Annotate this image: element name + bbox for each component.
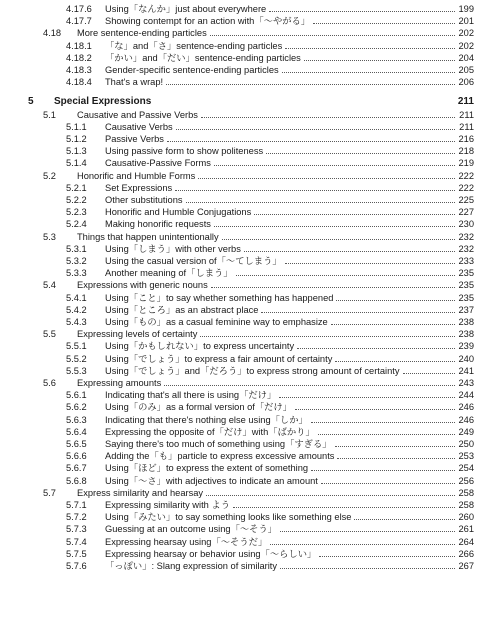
toc-entry-page[interactable]: 239	[458, 341, 474, 351]
dot-leader	[269, 11, 455, 12]
toc-entry-title[interactable]: Making honorific requests	[105, 219, 211, 229]
toc-entry-number: 5.1.4	[66, 158, 87, 168]
toc-entry-number: 5.3	[43, 232, 56, 242]
toc-entry-page[interactable]: 202	[458, 28, 474, 38]
toc-subsection[interactable]	[66, 475, 474, 487]
toc-entry-number: 4.17.7	[66, 16, 92, 26]
toc-entry-number: 5.4.1	[66, 293, 87, 303]
dot-leader	[210, 35, 455, 36]
toc-entry-page[interactable]: 238	[458, 317, 474, 327]
toc-entry-page[interactable]: 233	[458, 256, 474, 266]
toc-subsection[interactable]	[66, 133, 474, 145]
toc-entry-title[interactable]: Expressing levels of certainty	[77, 329, 198, 339]
toc-entry-title[interactable]: Using「こと」to say whether something has happened	[105, 293, 334, 303]
toc-entry-title[interactable]: More sentence-ending particles	[77, 28, 207, 38]
toc-entry-page[interactable]: 266	[458, 549, 474, 559]
toc-entry-page[interactable]: 246	[458, 402, 474, 412]
dot-leader	[186, 202, 455, 203]
toc-subsection[interactable]	[66, 15, 474, 27]
dot-leader	[200, 336, 455, 337]
toc-entry-title[interactable]: Passive Verbs	[105, 134, 164, 144]
toc-entry-page[interactable]: 232	[458, 232, 474, 242]
dot-leader	[198, 178, 455, 179]
toc-subsection[interactable]	[66, 3, 474, 15]
toc-entry-title[interactable]: Using「もの」as a casual feminine way to emphasize	[105, 317, 328, 327]
toc-entry-number: 5.1.3	[66, 146, 87, 156]
toc-entry-page[interactable]: 235	[458, 293, 474, 303]
toc-entry-title[interactable]: Set Expressions	[105, 183, 173, 193]
toc-subsection[interactable]	[66, 536, 474, 548]
toc-entry-page[interactable]: 243	[458, 378, 474, 388]
toc-entry-title[interactable]: 「っぽい」: Slang expression of similarity	[105, 561, 278, 571]
toc-entry-title[interactable]: Express similarity and hearsay	[77, 488, 204, 498]
toc-entry-page[interactable]: 235	[458, 280, 474, 290]
toc-entry-number: 5.4.2	[66, 305, 87, 315]
dot-leader	[166, 84, 455, 85]
toc-entry-number: 5.6.4	[66, 427, 87, 437]
toc-subsection[interactable]	[66, 157, 474, 169]
toc-entry-page[interactable]: 260	[458, 512, 474, 522]
dot-leader	[297, 348, 455, 349]
toc-entry-number: 5.5.3	[66, 366, 87, 376]
dot-leader	[279, 397, 455, 398]
toc-subsection[interactable]	[66, 243, 474, 255]
toc-subsection[interactable]	[66, 64, 474, 76]
toc-subsection[interactable]	[66, 560, 474, 572]
toc-subsection[interactable]	[66, 40, 474, 52]
toc-entry-page[interactable]: 267	[458, 561, 474, 571]
toc-entry-number: 4.17.6	[66, 4, 92, 14]
toc-section[interactable]	[43, 170, 474, 182]
dot-leader	[285, 263, 455, 264]
toc-subsection[interactable]	[66, 182, 474, 194]
toc-entry-page[interactable]: 240	[458, 354, 474, 364]
toc-entry-number: 4.18	[43, 28, 62, 38]
dot-leader	[244, 251, 455, 252]
toc-entry-page[interactable]: 225	[458, 195, 474, 205]
toc-entry-title[interactable]: Gender-specific sentence-ending particles	[105, 65, 279, 75]
toc-entry-page[interactable]: 246	[458, 415, 474, 425]
toc-entry-page[interactable]: 258	[458, 488, 474, 498]
toc-entry-page[interactable]: 211	[459, 122, 474, 132]
dot-leader	[335, 361, 455, 362]
toc-entry-page[interactable]: 254	[458, 463, 474, 473]
toc-subsection[interactable]	[66, 52, 474, 64]
toc-entry-page[interactable]: 237	[458, 305, 474, 315]
toc-subsection[interactable]	[66, 426, 474, 438]
toc-subsection[interactable]	[66, 462, 474, 474]
toc-entry-title[interactable]: Saying there's too much of something using「すぎる」	[105, 439, 332, 449]
toc-entry-page[interactable]: 261	[458, 524, 474, 534]
toc-entry-title[interactable]: 「かい」and「だい」sentence-ending particles	[105, 53, 301, 63]
toc-entry-title[interactable]: That's a wrap!	[105, 77, 164, 87]
toc-entry-page[interactable]: 206	[458, 77, 474, 87]
toc-entry-title[interactable]: Using「ところ」as an abstract place	[105, 305, 259, 315]
toc-entry-title[interactable]: Causative Verbs	[105, 122, 173, 132]
toc-subsection[interactable]	[66, 206, 474, 218]
toc-entry-page[interactable]: 227	[458, 207, 474, 217]
toc-entry-page[interactable]: 250	[458, 439, 474, 449]
toc-entry-page[interactable]: 199	[458, 4, 474, 14]
dot-leader	[336, 300, 455, 301]
toc-entry-number: 5.6.3	[66, 415, 87, 425]
toc-entry-number: 5.5.1	[66, 341, 87, 351]
dot-leader	[337, 458, 455, 459]
toc-entry-page[interactable]: 211	[459, 110, 474, 120]
toc-entry-number: 5.5	[43, 329, 56, 339]
dot-leader	[280, 531, 455, 532]
dot-leader	[214, 165, 455, 166]
dot-leader	[236, 275, 455, 276]
dot-leader	[211, 287, 455, 288]
toc-entry-page[interactable]: 241	[458, 366, 474, 376]
toc-entry-title[interactable]: Using「ほど」to express the extent of something	[105, 463, 309, 473]
toc-section[interactable]	[43, 328, 474, 340]
toc-entry-page[interactable]: 249	[458, 427, 474, 437]
dot-leader	[176, 129, 455, 130]
dot-leader	[222, 239, 455, 240]
toc-entry-title[interactable]: Causative and Passive Verbs	[77, 110, 198, 120]
dot-leader	[313, 23, 455, 24]
toc-entry-number: 5.7.5	[66, 549, 87, 559]
dot-leader	[321, 483, 455, 484]
toc-entry-title[interactable]: Using「のみ」as a formal version of「だけ」	[105, 402, 293, 412]
toc-subsection[interactable]	[66, 255, 474, 267]
toc-entry-number: 5.6	[43, 378, 56, 388]
dot-leader	[214, 226, 455, 227]
toc-entry-page[interactable]: 244	[458, 390, 474, 400]
toc-entry-title[interactable]: Using「みたい」to say something looks like something else	[105, 512, 352, 522]
dot-leader	[282, 72, 455, 73]
toc-entry-title[interactable]: Using「～さ」with adjectives to indicate an amount	[105, 476, 318, 486]
toc-entry-title[interactable]: Indicating that there's nothing else using「しか」	[105, 415, 308, 425]
toc-entry-number: 4.18.4	[66, 77, 92, 87]
toc-entry-number: 5.1	[43, 110, 56, 120]
toc-subsection[interactable]	[66, 511, 474, 523]
dot-leader	[319, 556, 455, 557]
toc-subsection[interactable]	[66, 194, 474, 206]
toc-entry-number: 5.3.2	[66, 256, 87, 266]
toc-entry-page[interactable]: 222	[458, 171, 474, 181]
toc-entry-title[interactable]: Things that happen unintentionally	[77, 232, 219, 242]
toc-entry-title[interactable]: Using「なんか」just about everywhere	[105, 4, 267, 14]
toc-entry-number: 5.7.1	[66, 500, 87, 510]
toc-entry-number: 5.7.3	[66, 524, 87, 534]
toc-subsection[interactable]	[66, 499, 474, 511]
toc-entry-page[interactable]: 253	[458, 451, 474, 461]
toc-entry-number: 5.2.4	[66, 219, 87, 229]
toc-entry-page[interactable]: 204	[458, 53, 474, 63]
toc-entry-page[interactable]: 264	[458, 537, 474, 547]
toc-entry-number: 5	[28, 96, 34, 107]
toc-section[interactable]	[43, 27, 474, 39]
toc-entry-page[interactable]: 216	[458, 134, 474, 144]
dot-leader	[233, 507, 455, 508]
toc-entry-page[interactable]: 202	[458, 41, 474, 51]
dot-leader	[206, 495, 455, 496]
toc-entry-title[interactable]: Indicating that's all there is using「だけ」	[105, 390, 277, 400]
toc-entry-title[interactable]: Adding the「も」particle to express excessive amounts	[105, 451, 335, 461]
toc-entry-page[interactable]: 238	[458, 329, 474, 339]
toc-subsection[interactable]	[66, 438, 474, 450]
toc-entry-page[interactable]: 219	[458, 158, 474, 168]
toc-entry-title[interactable]: Expressing amounts	[77, 378, 162, 388]
toc-section[interactable]	[43, 279, 474, 291]
toc-entry-title[interactable]: Causative-Passive Forms	[105, 158, 211, 168]
dot-leader	[403, 373, 455, 374]
dot-leader	[167, 141, 455, 142]
toc-subsection[interactable]	[66, 121, 474, 133]
toc-subsection[interactable]	[66, 316, 474, 328]
dot-leader	[175, 190, 455, 191]
toc-entry-title[interactable]: Using「しまう」with other verbs	[105, 244, 241, 254]
toc-section[interactable]	[43, 487, 474, 499]
toc-entry-page[interactable]: 205	[458, 65, 474, 75]
toc-entry-page[interactable]: 201	[458, 16, 474, 26]
toc-entry-page[interactable]: 222	[458, 183, 474, 193]
dot-leader	[164, 385, 455, 386]
toc-entry-number: 5.1.2	[66, 134, 87, 144]
toc-entry-number: 5.2.3	[66, 207, 87, 217]
dot-leader	[331, 324, 455, 325]
dot-leader	[280, 568, 455, 569]
dot-leader	[254, 214, 455, 215]
toc-entry-title[interactable]: Honorific and Humble Conjugations	[105, 207, 252, 217]
toc-entry-number: 5.7	[43, 488, 56, 498]
toc-entry-number: 5.6.2	[66, 402, 87, 412]
dot-leader	[285, 48, 455, 49]
toc-section[interactable]	[43, 109, 474, 121]
toc-entry-number: 4.18.2	[66, 53, 92, 63]
dot-leader	[261, 312, 455, 313]
toc-entry-number: 5.6.5	[66, 439, 87, 449]
toc-entry-page[interactable]: 258	[458, 500, 474, 510]
toc-subsection[interactable]	[66, 450, 474, 462]
dot-leader	[304, 60, 455, 61]
toc-entry-title[interactable]: Showing contempt for an action with「～やがる」	[105, 16, 311, 26]
toc-entry-title[interactable]: Expressions with generic nouns	[77, 280, 208, 290]
toc-entry-title[interactable]: Using「かもしれない」to express uncertainty	[105, 341, 295, 351]
toc-entry-number: 5.2.2	[66, 195, 87, 205]
toc-entry-title[interactable]: Expressing hearsay using「～そうだ」	[105, 537, 268, 547]
dot-leader	[266, 153, 455, 154]
toc-entry-number: 4.18.3	[66, 65, 92, 75]
toc-entry-title[interactable]: Honorific and Humble Forms	[77, 171, 196, 181]
toc-subsection[interactable]	[66, 523, 474, 535]
toc-section[interactable]	[43, 377, 474, 389]
toc-entry-title[interactable]: Special Expressions	[54, 96, 152, 107]
toc-entry-title[interactable]: Using the casual version of「～てしまう」	[105, 256, 282, 266]
dot-leader	[270, 544, 455, 545]
toc-entry-number: 5.1.1	[66, 122, 87, 132]
toc-subsection[interactable]	[66, 340, 474, 352]
dot-leader	[335, 446, 455, 447]
toc-entry-page[interactable]: 211	[457, 96, 474, 107]
toc-subsection[interactable]	[66, 548, 474, 560]
toc-entry-number: 5.4	[43, 280, 56, 290]
toc-entry-page[interactable]: 235	[458, 268, 474, 278]
toc-entry-number: 5.2.1	[66, 183, 87, 193]
toc-subsection[interactable]	[66, 365, 474, 377]
toc-entry-number: 5.6.8	[66, 476, 87, 486]
toc-entry-number: 5.5.2	[66, 354, 87, 364]
toc-entry-title[interactable]: Expressing hearsay or behavior using「～らしい」	[105, 549, 317, 559]
toc-chapter[interactable]	[28, 96, 474, 108]
toc-entry-number: 5.4.3	[66, 317, 87, 327]
toc-subsection[interactable]	[66, 401, 474, 413]
toc-entry-page[interactable]: 218	[458, 146, 474, 156]
toc-subsection[interactable]	[66, 267, 474, 279]
toc-subsection[interactable]	[66, 218, 474, 230]
toc-entry-page[interactable]: 230	[458, 219, 474, 229]
toc-entry-title[interactable]: Using「でしょう」to express a fair amount of certainty	[105, 354, 333, 364]
toc-entry-number: 5.6.1	[66, 390, 87, 400]
toc-entry-number: 5.7.6	[66, 561, 87, 571]
toc-subsection[interactable]	[66, 145, 474, 157]
toc-entry-title[interactable]: 「な」and「さ」sentence-ending particles	[105, 41, 283, 51]
dot-leader	[354, 519, 455, 520]
toc-subsection[interactable]	[66, 304, 474, 316]
toc-entry-title[interactable]: Another meaning of「しまう」	[105, 268, 233, 278]
toc-subsection[interactable]	[66, 389, 474, 401]
toc-entry-page[interactable]: 256	[458, 476, 474, 486]
dot-leader	[318, 434, 455, 435]
toc-entry-title[interactable]: Expressing the opposite of「だけ」with「ばかり」	[105, 427, 315, 437]
toc-entry-title[interactable]: Other substitutions	[105, 195, 183, 205]
toc-subsection[interactable]	[66, 353, 474, 365]
dot-leader	[295, 409, 455, 410]
dot-leader	[201, 117, 455, 118]
toc-subsection[interactable]	[66, 76, 474, 88]
toc-entry-number: 5.2	[43, 171, 56, 181]
toc-entry-number: 4.18.1	[66, 41, 92, 51]
toc-section[interactable]	[43, 231, 474, 243]
toc-entry-number: 5.7.2	[66, 512, 87, 522]
toc-entry-page[interactable]: 232	[458, 244, 474, 254]
toc-subsection[interactable]	[66, 414, 474, 426]
toc-entry-number: 5.7.4	[66, 537, 87, 547]
toc-entry-number: 5.6.6	[66, 451, 87, 461]
toc-entry-title[interactable]: Expressing similarity with よう	[105, 500, 231, 510]
toc-entry-number: 5.3.3	[66, 268, 87, 278]
dot-leader	[311, 470, 455, 471]
toc-entry-number: 5.6.7	[66, 463, 87, 473]
dot-leader	[311, 422, 455, 423]
toc-entry-title[interactable]: Using passive form to show politeness	[105, 146, 264, 156]
toc-entry-title[interactable]: Guessing at an outcome using「～そう」	[105, 524, 278, 534]
toc-entry-number: 5.3.1	[66, 244, 87, 254]
toc-entry-title[interactable]: Using「でしょう」and「だろう」to express strong amount of certainty	[105, 366, 400, 376]
toc-subsection[interactable]	[66, 292, 474, 304]
